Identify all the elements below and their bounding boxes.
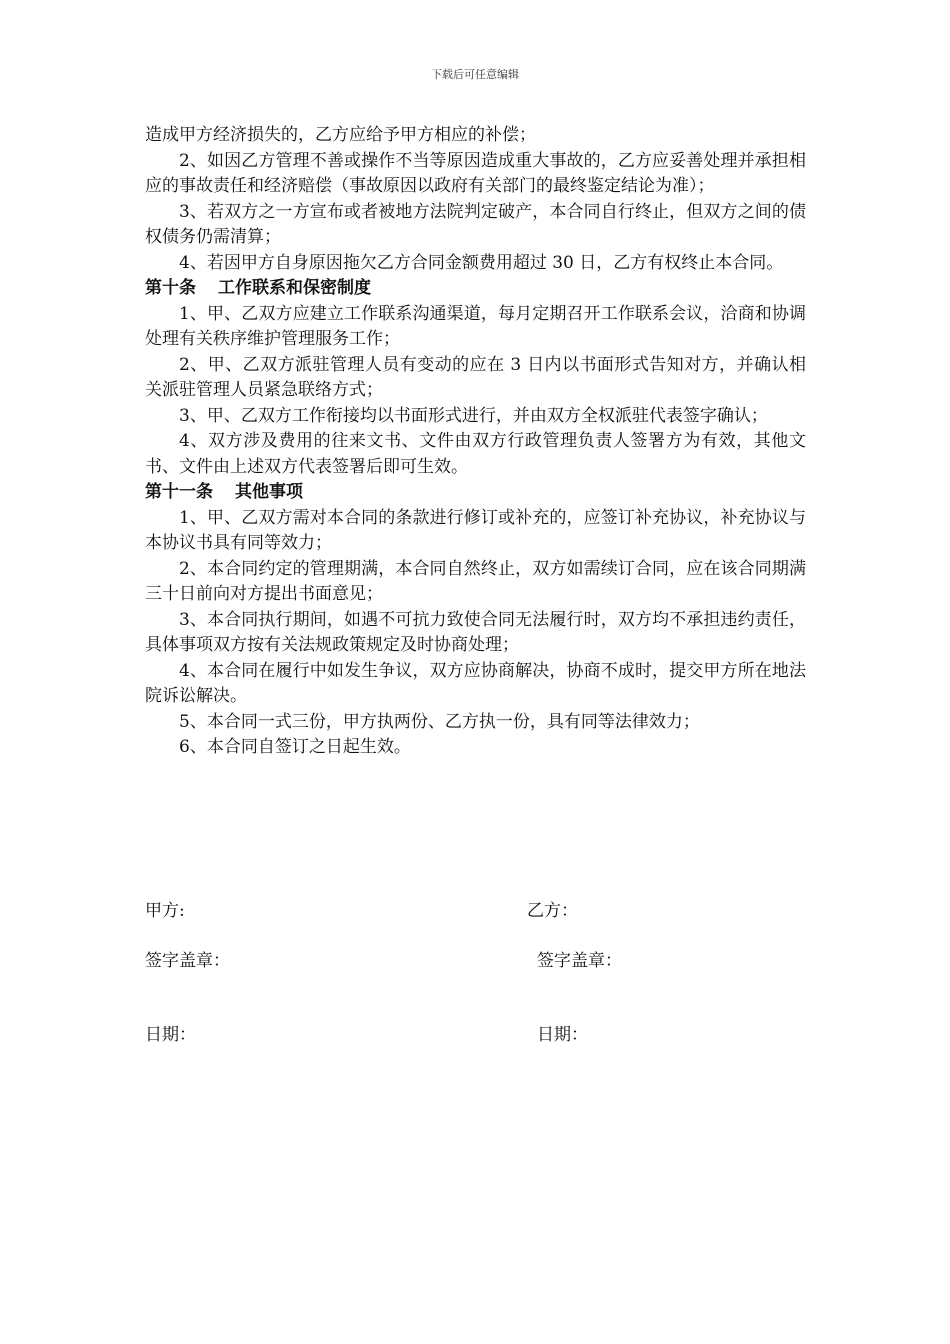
article-11-title: 其他事项 bbox=[235, 482, 303, 502]
party-b-seal-label: 签字盖章： bbox=[537, 951, 622, 971]
party-b-label: 乙方： bbox=[527, 901, 578, 921]
page-header-note: 下载后可任意编辑 bbox=[431, 68, 519, 81]
paragraph-11-1: 1、甲、乙双方需对本合同的条款进行修订或补充的，应签订补充协议，补充协议与本协议书具有同等效力； bbox=[145, 507, 806, 553]
article-10-number: 第十条 bbox=[145, 278, 196, 298]
paragraph-11-5: 5、本合同一式三份，甲方执两份、乙方执一份，具有同等法律效力； bbox=[179, 711, 700, 732]
paragraph-9-4: 4、若因甲方自身原因拖欠乙方合同金额费用超过 30 日，乙方有权终止本合同。 bbox=[179, 252, 784, 273]
paragraph-10-1: 1、甲、乙双方应建立工作联系沟通渠道，每月定期召开工作联系会议，洽商和协调处理有关秩序维护管理服务工作； bbox=[145, 303, 806, 349]
paragraph-continuation: 造成甲方经济损失的，乙方应给予甲方相应的补偿； bbox=[145, 125, 536, 145]
paragraph-11-6: 6、本合同自签订之日起生效。 bbox=[179, 737, 411, 757]
paragraph-10-2: 2、甲、乙双方派驻管理人员有变动的应在 3 日内以书面形式告知对方，并确认相关派驻管理人员紧急联络方式； bbox=[145, 354, 806, 400]
party-a-label: 甲方: bbox=[145, 901, 185, 921]
article-10-heading bbox=[145, 276, 806, 302]
party-a-date-label: 日期： bbox=[145, 1025, 196, 1045]
paragraph-9-3: 3、若双方之一方宣布或者被地方法院判定破产，本合同自行终止，但双方之间的债权债务仍需清算； bbox=[145, 201, 806, 247]
paragraph-10-3: 3、甲、乙双方工作衔接均以书面形式进行，并由双方全权派驻代表签字确认； bbox=[179, 405, 768, 426]
article-11-heading bbox=[145, 480, 806, 506]
contract-body bbox=[145, 123, 806, 761]
party-b-date-label: 日期： bbox=[537, 1025, 588, 1045]
paragraph-11-4: 4、本合同在履行中如发生争议，双方应协商解决，协商不成时，提交甲方所在地法院诉讼解决。 bbox=[145, 660, 806, 706]
paragraph-11-2: 2、本合同约定的管理期满，本合同自然终止，双方如需续订合同，应在该合同期满三十日前向对方提出书面意见； bbox=[145, 558, 806, 604]
paragraph-11-3: 3、本合同执行期间，如遇不可抗力致使合同无法履行时，双方均不承担违约责任，具体事项双方按有关法规政策规定及时协商处理； bbox=[145, 609, 806, 655]
paragraph-9-2: 2、如因乙方管理不善或操作不当等原因造成重大事故的，乙方应妥善处理并承担相应的事故责任和经济赔偿（事故原因以政府有关部门的最终鉴定结论为准）； bbox=[145, 150, 806, 196]
paragraph-10-4: 4、双方涉及费用的往来文书、文件由双方行政管理负责人签署方为有效，其他文书、文件由上述双方代表签署后即可生效。 bbox=[145, 431, 806, 477]
article-11-number: 第十一条 bbox=[145, 482, 213, 502]
party-a-seal-label: 签字盖章： bbox=[145, 951, 230, 971]
article-10-title: 工作联系和保密制度 bbox=[218, 278, 371, 298]
